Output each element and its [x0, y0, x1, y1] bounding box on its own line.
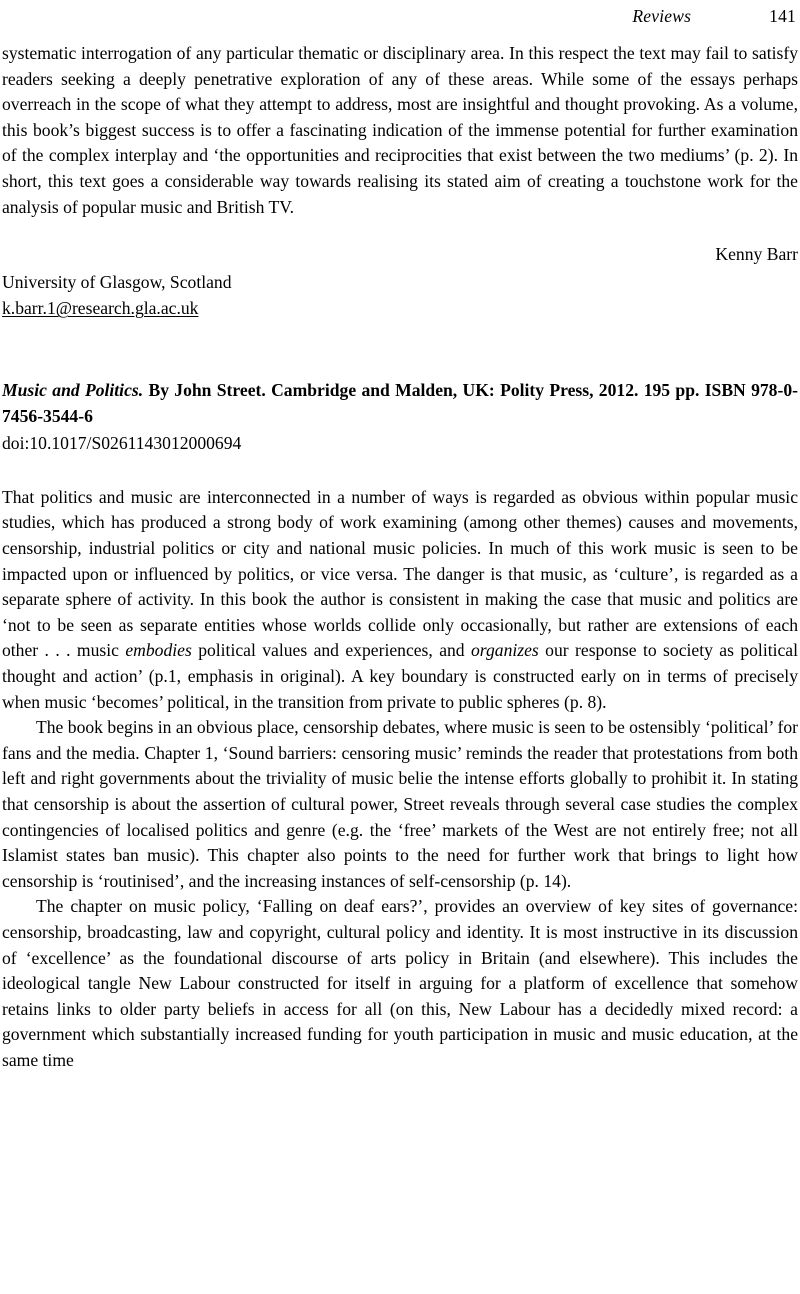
review-two-paragraph-3: The chapter on music policy, ‘Falling on deaf ears?’, provides an overview of key sites of governance: censorship, broadcasting, law and copyright, cultural policy and identity. It is most instructive in its discussion of ‘excellence’ as the foundational discourse of arts policy in Britain (and elsewhere). This includes the ideological tangle New Labour constructed for itself in arguing for a platform of excellence that somehow retains links to older party beliefs in access for all (on this, New Labour has a decidedly mixed record: a government which substantially increased funding for youth participation in music and music education, at the same time [2, 896, 798, 1070]
review-two-book-title: Music and Politics. [2, 379, 144, 400]
page-number: 141 [769, 6, 796, 26]
review-one-closing-paragraph: systematic interrogation of any particular thematic or disciplinary area. In this respect the text may fail to satisfy readers seeking a deeply penetrative exploration of any of these areas. While some of the essays perhaps overreach in the scope of what they attempt to address, most are insightful and thought provoking. As a volume, this book’s biggest success is to offer a fascinating indication of the immense potential for further examination of the complex interplay and ‘the opportunities and reciprocities that exist between the two mediums’ (p. 2). In short, this text goes a considerable way towards realising its stated aim of creating a touchstone work for the analysis of popular music and British TV. [2, 43, 798, 217]
running-head-title: Reviews [632, 6, 692, 26]
reviewer-email[interactable]: k.barr.1@research.gla.ac.uk [2, 298, 199, 319]
review-two-paragraph-1: That politics and music are interconnected in a number of ways is regarded as obvious within popular music studies, which has produced a strong body of work examining (among other themes) causes and movements, censorship, industrial politics or city and national music policies. In much of this work music is seen to be impacted upon or influenced by politics, or vice versa. The danger is that music, as ‘culture’, is regarded as a separate sphere of activity. In this book the author is consistent in making the case that music and politics are ‘not to be seen as separate entities whose worlds collide only occasionally, but rather are extensions of each other . . . music embodies political values and experiences, and organizes our response to society as political thought and action’ (p.1, emphasis in original). A key boundary is constructed early on in terms of precisely when music ‘becomes’ political, in the transition from private to public spheres (p. 8). [2, 486, 798, 712]
review-two-heading [2, 378, 798, 429]
review-two-heading-rest: By John Street. Cambridge and Malden, UK: Polity Press, 2012. 195 pp. ISBN 978-0-7456-3544-6 [2, 379, 798, 426]
reviewer-affiliation: University of Glasgow, Scotland [2, 271, 232, 292]
running-head [2, 0, 798, 27]
review-two-paragraph-2: The book begins in an obvious place, censorship debates, where music is seen to be ostensibly ‘political’ for fans and the media. Chapter 1, ‘Sound barriers: censoring music’ reminds the reader that protestations from both left and right governments about the triviality of music belie the intense efforts globally to prohibit it. In stating that censorship is about the assertion of cultural power, Street reveals through several case studies the complex contingencies of localised politics and genre (e.g. the ‘free’ markets of the West are not entirely free; not all Islamist states ban music). This chapter also points to the need for further work that brings to light how censorship is ‘routinised’, and the increasing instances of self-censorship (p. 14). [2, 717, 798, 891]
page-content [2, 41, 798, 1074]
review-two-body [2, 485, 798, 1074]
review-two-doi: doi:10.1017/S0261143012000694 [2, 433, 242, 454]
reviewer-name: Kenny Barr [715, 244, 798, 265]
